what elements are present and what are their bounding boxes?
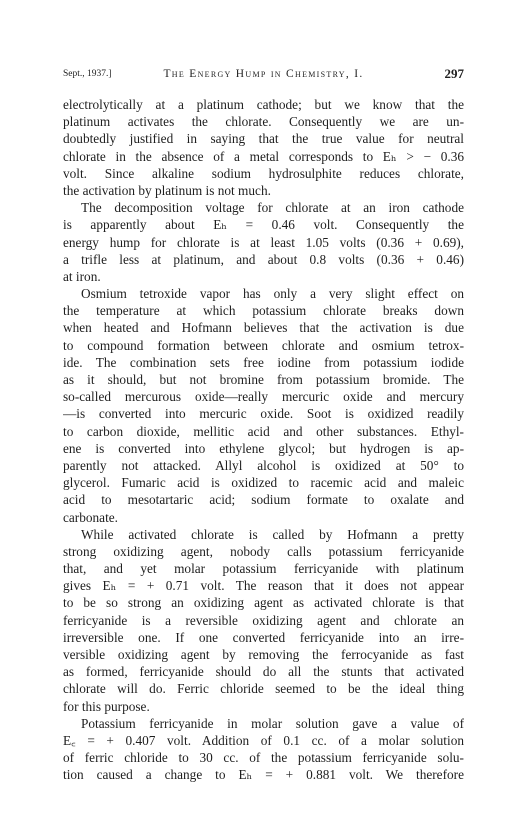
text-line: While activated chlorate is called by Hofmann a pretty	[81, 526, 464, 542]
text-line: versible oxidizing agent by removing the ferrocyanide as fast	[63, 647, 464, 662]
text-line: a trifle less at platinum, and about 0.8 volts (0.36 + 0.46)	[63, 251, 464, 267]
text-line: ide. The combination sets free iodine from potassium iodide	[63, 354, 464, 370]
header-date: Sept., 1937.]	[63, 69, 112, 79]
text-line: tion caused a change to Eₕ = + 0.881 volt. We therefore	[63, 767, 464, 783]
text-line: at iron.	[63, 268, 101, 284]
text-line: energy hump for chlorate is at least 1.05 volts (0.36 + 0.69),	[63, 234, 464, 250]
text-line: Potassium ferricyanide in molar solution gave a value of	[81, 715, 464, 731]
body-text	[63, 96, 464, 784]
text-line: parently not attacked. Allyl alcohol is oxidized at 50° to	[63, 457, 464, 473]
page-number: 297	[444, 66, 464, 81]
text-line: so-called mercurous oxide—really mercuric oxide and mercury	[63, 389, 464, 405]
text-line: electrolytically at a platinum cathode; but we know that the	[63, 97, 464, 112]
text-line: chlorate in the absence of a metal corresponds to Eₕ > − 0.36	[63, 148, 464, 164]
text-line: to carbon dioxide, mellitic acid and other substances. Ethyl-	[63, 423, 464, 439]
text-line: the activation by platinum is not much.	[63, 182, 271, 198]
text-line: ferricyanide is a reversible oxidizing agent and chlorate an	[63, 612, 464, 628]
text-line: volt. Since alkaline sodium hydrosulphite reduces chlorate,	[63, 165, 464, 181]
text-line: E꜀ = + 0.407 volt. Addition of 0.1 cc. of a molar solution	[63, 732, 464, 748]
text-line: as formed, ferricyanide should do all the stunts that activated	[63, 664, 464, 680]
text-line: to be so strong an oxidizing agent as activated chlorate is that	[63, 595, 464, 611]
text-line: as it should, but not bromine from potassium bromide. The	[63, 372, 464, 387]
text-line: chlorate will do. Ferric chloride seemed to be the ideal thing	[63, 681, 464, 697]
text-line: is apparently about Eₕ = 0.46 volt. Consequently the	[63, 217, 464, 233]
text-line: of ferric chloride to 30 cc. of the potassium ferricyanide solu-	[63, 750, 464, 766]
text-line: for this purpose.	[63, 698, 150, 714]
text-line: when heated and Hofmann believes that the activation is due	[63, 320, 464, 336]
text-line: the temperature at which potassium chlorate breaks down	[63, 303, 464, 319]
text-line: doubtedly justified in saying that the true value for neutral	[63, 131, 464, 147]
text-line: The decomposition voltage for chlorate at an iron cathode	[81, 200, 464, 216]
running-title: The Energy Hump in Chemistry, I.	[163, 68, 364, 80]
page-header	[63, 66, 464, 82]
text-line: irreversible one. If one converted ferricyanide into an irre-	[63, 629, 464, 645]
text-line: gives Eₕ = + 0.71 volt. The reason that it does not appear	[63, 578, 464, 594]
text-line: carbonate.	[63, 509, 118, 525]
text-line: that, and yet molar potassium ferricyanide with platinum	[63, 561, 464, 577]
text-line: Osmium tetroxide vapor has only a very slight effect on	[81, 286, 464, 302]
text-line: acid to mesotartaric acid; sodium formate to oxalate and	[63, 492, 464, 508]
text-line: glycerol. Fumaric acid is oxidized to racemic acid and maleic	[63, 475, 464, 491]
text-line: to compound formation between chlorate and osmium tetrox-	[63, 337, 464, 353]
text-line: —is converted into mercuric oxide. Soot is oxidized readily	[63, 406, 464, 422]
text-line: ene is converted into ethylene glycol; but hydrogen is ap-	[63, 440, 464, 456]
text-line: strong oxidizing agent, nobody calls potassium ferricyanide	[63, 543, 464, 559]
text-line: platinum activates the chlorate. Consequently we are un-	[63, 114, 464, 130]
